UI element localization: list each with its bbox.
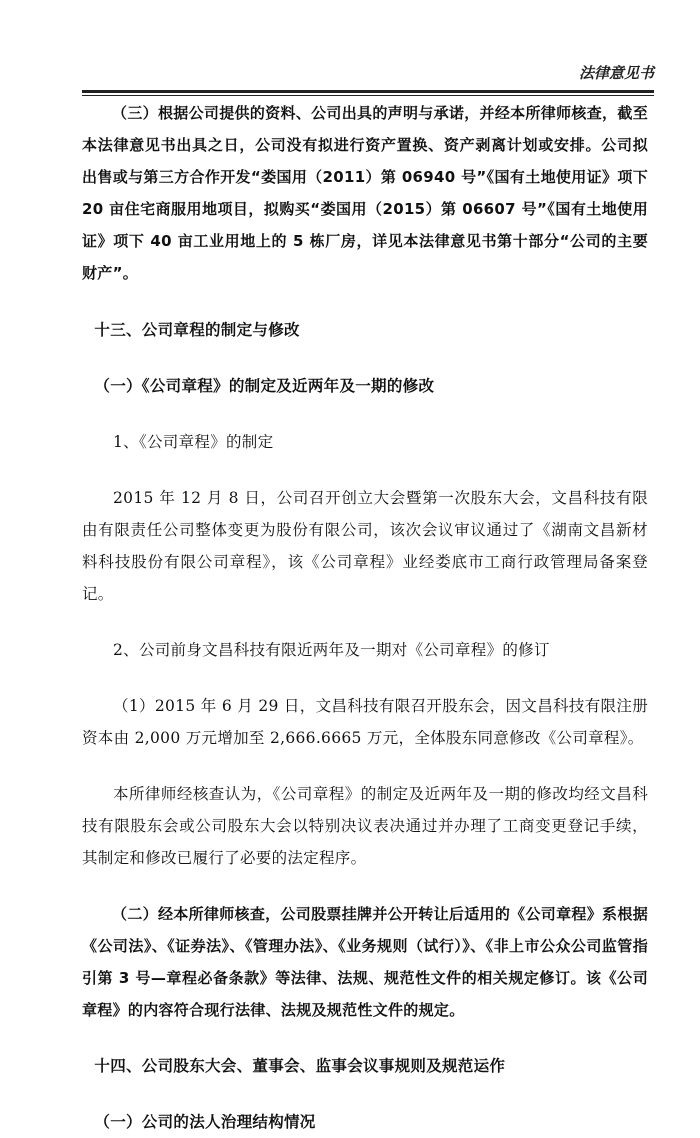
document-body <box>82 97 648 1138</box>
paragraph-lawyer-opinion: 本所律师经核查认为，《公司章程》的制定及近两年及一期的修改均经文昌科技有限股东会或公司股东大会以特别决议表决通过并办理了工商变更登记手续，其制定和修改已履行了必要的法定程序。 <box>82 785 648 867</box>
section-heading-14: 十四、公司股东大会、董事会、监事会议事规则及规范运作 <box>94 1057 506 1075</box>
paragraph-articles-formulation: 2015 年 12 月 8 日，公司召开创立大会暨第一次股东大会，文昌科技有限由有限责任公司整体变更为股份有限公司，该次会议审议通过了《湖南文昌新材料科技股份有限公司章程》，该《公司章程》业经娄底市工商行政管理局备案登记。 <box>82 489 648 603</box>
header-title: 法律意见书 <box>578 64 654 82</box>
subsection-heading-14-1: （一）公司的法人治理结构情况 <box>94 1113 316 1131</box>
paragraph-asset-disposal: （三）根据公司提供的资料、公司出具的声明与承诺，并经本所律师核查，截至本法律意见书出具之日，公司没有拟进行资产置换、资产剥离计划或安排。公司拟出售或与第三方合作开发“娄国用（2011）第 06940 号”《国有土地使用证》项下 20 亩住宅商服用地项目，拟购买“娄国用（2015）第 06607 号”《国有土地使用证》项下 40 亩工业用地上的 5 栋厂房，详见本法律意见书第十部分“公司的主要财产”。 <box>82 104 648 282</box>
subsection-heading-13-1: （一）《公司章程》的制定及近两年及一期的修改 <box>94 377 435 395</box>
item-heading-13-1-2: 2、公司前身文昌科技有限近两年及一期对《公司章程》的修订 <box>113 641 550 659</box>
header-rule-thick <box>82 90 654 93</box>
section-heading-13: 十三、公司章程的制定与修改 <box>94 321 300 339</box>
paragraph-articles-amendment: （1）2015 年 6 月 29 日，文昌科技有限召开股东会，因文昌科技有限注册资本由 2,000 万元增加至 2,666.6665 万元，全体股东同意修改《公司章程》。 <box>82 697 648 747</box>
paragraph-listing-articles: （二）经本所律师核查，公司股票挂牌并公开转让后适用的《公司章程》系根据《公司法》、《证券法》、《管理办法》、《业务规则（试行）》、《非上市公众公司监管指引第 3 号—章程必备条款》等法律、法规、规范性文件的相关规定修订。该《公司章程》的内容符合现行法律、法规及规范性文件的规定。 <box>82 905 648 1019</box>
item-heading-13-1-1: 1、《公司章程》的制定 <box>113 433 274 451</box>
header-rule-thin <box>82 95 654 96</box>
